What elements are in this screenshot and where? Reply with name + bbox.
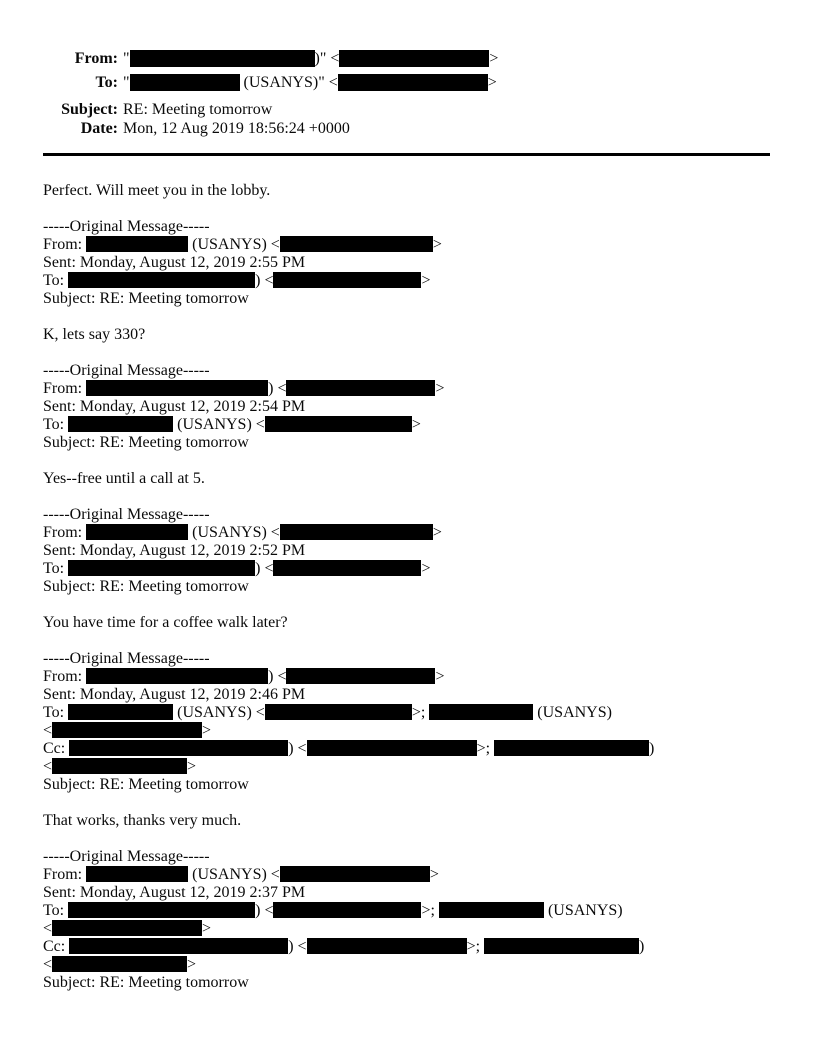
email-line xyxy=(43,920,654,938)
email-line xyxy=(43,776,654,794)
email-line xyxy=(43,686,654,704)
text-segment: )" < xyxy=(314,50,340,67)
text-segment: Subject: RE: Meeting tomorrow xyxy=(43,776,249,793)
header-field-value xyxy=(123,120,350,137)
text-segment: > xyxy=(411,416,421,433)
text-segment: < xyxy=(43,956,53,973)
email-line xyxy=(43,542,654,560)
email-line xyxy=(43,290,654,308)
text-segment: < xyxy=(43,758,53,775)
redaction-bar xyxy=(439,902,544,918)
text-segment: To: xyxy=(43,560,69,577)
email-line xyxy=(43,380,654,398)
redaction-bar xyxy=(68,272,255,288)
redaction-bar xyxy=(68,560,255,576)
text-segment: > xyxy=(487,74,497,91)
blank-line xyxy=(43,452,654,470)
redaction-bar xyxy=(273,560,421,576)
header-row-to xyxy=(40,73,498,92)
email-line xyxy=(43,956,654,974)
text-segment: " xyxy=(123,50,130,67)
text-segment: > xyxy=(432,524,442,541)
text-segment: To: xyxy=(43,272,69,289)
text-segment: > xyxy=(435,668,445,685)
text-segment: To: xyxy=(43,704,69,721)
text-segment: ) < xyxy=(255,902,274,919)
text-segment: > xyxy=(432,236,442,253)
text-segment: -----Original Message----- xyxy=(43,362,210,379)
redaction-bar xyxy=(273,272,421,288)
text-segment: Subject: RE: Meeting tomorrow xyxy=(43,434,249,451)
redaction-bar xyxy=(280,236,433,252)
text-segment: (USANYS) < xyxy=(173,704,265,721)
text-segment: -----Original Message----- xyxy=(43,506,210,523)
text-segment: ) < xyxy=(255,560,274,577)
header-field-value xyxy=(123,50,498,67)
redaction-bar xyxy=(86,668,268,684)
text-segment: < xyxy=(43,722,53,739)
text-segment: -----Original Message----- xyxy=(43,848,210,865)
redaction-bar xyxy=(265,704,412,720)
redaction-bar xyxy=(52,722,202,738)
email-line xyxy=(43,758,654,776)
redaction-bar xyxy=(286,380,435,396)
email-line xyxy=(43,398,654,416)
header-row-subject xyxy=(40,100,498,119)
text-segment: " xyxy=(123,74,130,91)
redaction-bar xyxy=(265,416,412,432)
email-line xyxy=(43,884,654,902)
text-segment: ) < xyxy=(268,668,287,685)
redaction-bar xyxy=(273,902,421,918)
redaction-bar xyxy=(307,740,477,756)
redaction-bar xyxy=(429,704,533,720)
redaction-bar xyxy=(130,50,315,67)
email-line xyxy=(43,416,654,434)
text-segment: > xyxy=(435,380,445,397)
blank-line xyxy=(43,488,654,506)
email-line xyxy=(43,704,654,722)
redaction-bar xyxy=(484,938,639,954)
header-field-value xyxy=(123,101,272,118)
blank-line xyxy=(43,344,654,362)
redaction-bar xyxy=(338,74,488,91)
email-line xyxy=(43,866,654,884)
text-segment: Sent: Monday, August 12, 2019 2:46 PM xyxy=(43,686,306,703)
text-segment: Cc: xyxy=(43,938,70,955)
text-segment: >; xyxy=(466,938,485,955)
header-field-value xyxy=(123,74,497,91)
text-segment: From: xyxy=(43,236,87,253)
text-segment: (USANYS) < xyxy=(173,416,265,433)
redaction-bar xyxy=(68,416,173,432)
email-line xyxy=(43,272,654,290)
email-line xyxy=(43,614,654,632)
header-divider-rule xyxy=(43,153,770,156)
redaction-bar xyxy=(86,866,188,882)
redaction-bar xyxy=(68,902,255,918)
text-segment: Subject: RE: Meeting tomorrow xyxy=(43,974,249,991)
blank-line xyxy=(43,308,654,326)
email-line xyxy=(43,668,654,686)
text-segment: From: xyxy=(43,380,87,397)
text-segment: (USANYS) xyxy=(533,704,612,721)
text-segment: (USANYS) < xyxy=(188,524,280,541)
redaction-bar xyxy=(494,740,649,756)
redaction-bar xyxy=(68,704,173,720)
text-segment: ) < xyxy=(288,740,307,757)
text-segment: < xyxy=(43,920,53,937)
header-field-label: To: xyxy=(95,74,118,91)
text-segment: >; xyxy=(421,902,439,919)
email-header xyxy=(40,49,498,138)
text-segment: Mon, 12 Aug 2019 18:56:24 +0000 xyxy=(123,120,350,137)
header-row-from xyxy=(40,49,498,68)
text-segment: > xyxy=(187,758,197,775)
text-segment: Subject: RE: Meeting tomorrow xyxy=(43,578,249,595)
email-line xyxy=(43,902,654,920)
email-line xyxy=(43,974,654,992)
text-segment: RE: Meeting tomorrow xyxy=(123,101,273,118)
email-line xyxy=(43,578,654,596)
header-row-date xyxy=(40,119,498,138)
redaction-bar xyxy=(286,668,435,684)
text-segment: > xyxy=(429,866,439,883)
email-line xyxy=(43,722,654,740)
email-line xyxy=(43,650,654,668)
email-line xyxy=(43,938,654,956)
email-line xyxy=(43,740,654,758)
text-segment: From: xyxy=(43,668,87,685)
text-segment: (USANYS) < xyxy=(188,236,280,253)
redaction-bar xyxy=(86,524,188,540)
text-segment: (USANYS) xyxy=(543,902,623,919)
text-segment: >; xyxy=(476,740,495,757)
text-segment: ) xyxy=(639,938,645,955)
text-segment: From: xyxy=(43,866,87,883)
header-field-label: From: xyxy=(74,50,118,67)
redaction-bar xyxy=(52,956,187,972)
text-segment: (USANYS) < xyxy=(188,866,280,883)
email-body xyxy=(43,182,654,992)
text-segment: > xyxy=(489,50,499,67)
redaction-bar xyxy=(86,236,188,252)
text-segment: That works, thanks very much. xyxy=(43,812,242,829)
text-segment: > xyxy=(421,560,431,577)
text-segment: From: xyxy=(43,524,87,541)
redaction-bar xyxy=(52,920,202,936)
text-segment: ) < xyxy=(255,272,274,289)
text-segment: Sent: Monday, August 12, 2019 2:54 PM xyxy=(43,398,306,415)
redaction-bar xyxy=(280,524,433,540)
email-line xyxy=(43,434,654,452)
email-line xyxy=(43,326,654,344)
text-segment: > xyxy=(202,920,212,937)
header-field-label: Subject: xyxy=(61,101,118,118)
text-segment: > xyxy=(421,272,431,289)
text-segment: ) xyxy=(649,740,655,757)
email-line xyxy=(43,254,654,272)
blank-line xyxy=(43,200,654,218)
text-segment: (USANYS)" < xyxy=(239,74,338,91)
email-line xyxy=(43,470,654,488)
text-segment: Yes--free until a call at 5. xyxy=(43,470,205,487)
text-segment: To: xyxy=(43,902,69,919)
email-line xyxy=(43,362,654,380)
text-segment: -----Original Message----- xyxy=(43,650,210,667)
email-line xyxy=(43,560,654,578)
blank-line xyxy=(43,794,654,812)
redaction-bar xyxy=(52,758,187,774)
text-segment: ) < xyxy=(288,938,307,955)
redaction-bar xyxy=(307,938,467,954)
redaction-bar xyxy=(280,866,430,882)
text-segment: > xyxy=(202,722,212,739)
text-segment: Perfect. Will meet you in the lobby. xyxy=(43,182,271,199)
redaction-bar xyxy=(86,380,268,396)
email-line xyxy=(43,812,654,830)
email-line xyxy=(43,524,654,542)
text-segment: Sent: Monday, August 12, 2019 2:55 PM xyxy=(43,254,306,271)
text-segment: K, lets say 330? xyxy=(43,326,146,343)
text-segment: -----Original Message----- xyxy=(43,218,210,235)
email-line xyxy=(43,218,654,236)
text-segment: >; xyxy=(411,704,430,721)
email-line xyxy=(43,848,654,866)
email-line xyxy=(43,506,654,524)
text-segment: Subject: RE: Meeting tomorrow xyxy=(43,290,249,307)
email-line xyxy=(43,182,654,200)
text-segment: > xyxy=(187,956,197,973)
redaction-bar xyxy=(69,938,288,954)
blank-line xyxy=(43,830,654,848)
redaction-bar xyxy=(69,740,288,756)
header-field-label: Date: xyxy=(80,120,118,137)
text-segment: ) < xyxy=(268,380,287,397)
text-segment: To: xyxy=(43,416,69,433)
text-segment: Sent: Monday, August 12, 2019 2:37 PM xyxy=(43,884,306,901)
redaction-bar xyxy=(339,50,489,67)
redaction-bar xyxy=(130,74,240,91)
text-segment: You have time for a coffee walk later? xyxy=(43,614,288,631)
text-segment: Cc: xyxy=(43,740,70,757)
blank-line xyxy=(43,632,654,650)
email-line xyxy=(43,236,654,254)
blank-line xyxy=(43,596,654,614)
text-segment: Sent: Monday, August 12, 2019 2:52 PM xyxy=(43,542,306,559)
